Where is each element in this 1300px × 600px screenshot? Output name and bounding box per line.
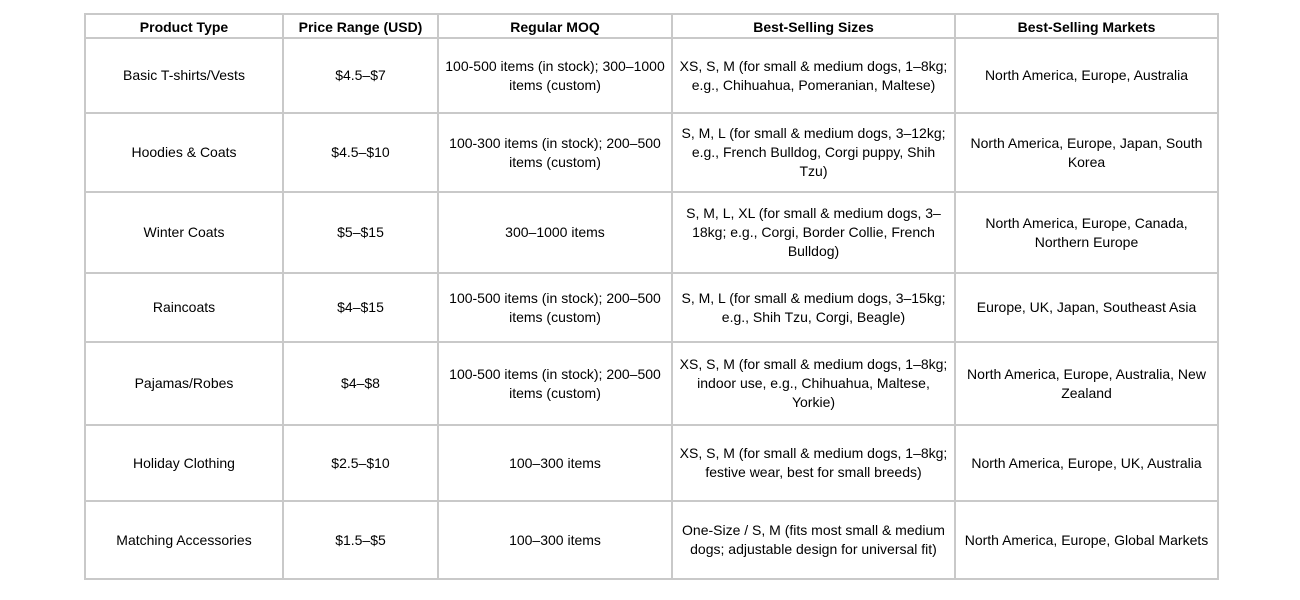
table-row <box>85 38 1218 113</box>
cell-regular-moq: 100–300 items <box>438 501 672 579</box>
cell-price-range: $4.5–$7 <box>283 38 438 113</box>
header-best-selling-markets: Best-Selling Markets <box>955 14 1218 38</box>
cell-best-selling-markets: North America, Europe, Canada, Northern Europe <box>955 192 1218 273</box>
cell-best-selling-sizes: XS, S, M (for small & medium dogs, 1–8kg; indoor use, e.g., Chihuahua, Maltese, Yorkie) <box>672 342 955 425</box>
cell-price-range: $1.5–$5 <box>283 501 438 579</box>
cell-price-range: $4–$8 <box>283 342 438 425</box>
cell-product-type: Pajamas/Robes <box>85 342 283 425</box>
cell-price-range: $4.5–$10 <box>283 113 438 192</box>
table-row <box>85 273 1218 342</box>
header-price-range: Price Range (USD) <box>283 14 438 38</box>
header-regular-moq: Regular MOQ <box>438 14 672 38</box>
cell-best-selling-sizes: XS, S, M (for small & medium dogs, 1–8kg; e.g., Chihuahua, Pomeranian, Maltese) <box>672 38 955 113</box>
table-row <box>85 113 1218 192</box>
cell-best-selling-markets: North America, Europe, UK, Australia <box>955 425 1218 501</box>
cell-regular-moq: 100-500 items (in stock); 200–500 items (custom) <box>438 273 672 342</box>
cell-price-range: $4–$15 <box>283 273 438 342</box>
cell-regular-moq: 100-500 items (in stock); 300–1000 items (custom) <box>438 38 672 113</box>
cell-product-type: Basic T-shirts/Vests <box>85 38 283 113</box>
table-row <box>85 501 1218 579</box>
table-header-row <box>85 14 1218 38</box>
cell-best-selling-sizes: One-Size / S, M (fits most small & medium dogs; adjustable design for universal fit) <box>672 501 955 579</box>
cell-best-selling-markets: North America, Europe, Australia, New Zealand <box>955 342 1218 425</box>
cell-product-type: Raincoats <box>85 273 283 342</box>
cell-regular-moq: 300–1000 items <box>438 192 672 273</box>
product-comparison-table <box>84 13 1219 580</box>
cell-best-selling-sizes: S, M, L (for small & medium dogs, 3–15kg; e.g., Shih Tzu, Corgi, Beagle) <box>672 273 955 342</box>
cell-best-selling-markets: Europe, UK, Japan, Southeast Asia <box>955 273 1218 342</box>
cell-product-type: Winter Coats <box>85 192 283 273</box>
table-row <box>85 192 1218 273</box>
header-best-selling-sizes: Best-Selling Sizes <box>672 14 955 38</box>
cell-regular-moq: 100-300 items (in stock); 200–500 items (custom) <box>438 113 672 192</box>
cell-best-selling-sizes: S, M, L (for small & medium dogs, 3–12kg; e.g., French Bulldog, Corgi puppy, Shih Tzu) <box>672 113 955 192</box>
cell-best-selling-markets: North America, Europe, Australia <box>955 38 1218 113</box>
cell-regular-moq: 100-500 items (in stock); 200–500 items (custom) <box>438 342 672 425</box>
header-product-type: Product Type <box>85 14 283 38</box>
cell-regular-moq: 100–300 items <box>438 425 672 501</box>
cell-best-selling-markets: North America, Europe, Japan, South Korea <box>955 113 1218 192</box>
cell-best-selling-sizes: XS, S, M (for small & medium dogs, 1–8kg; festive wear, best for small breeds) <box>672 425 955 501</box>
cell-product-type: Holiday Clothing <box>85 425 283 501</box>
table-row <box>85 342 1218 425</box>
table-row <box>85 425 1218 501</box>
cell-product-type: Matching Accessories <box>85 501 283 579</box>
cell-product-type: Hoodies & Coats <box>85 113 283 192</box>
cell-price-range: $2.5–$10 <box>283 425 438 501</box>
cell-best-selling-sizes: S, M, L, XL (for small & medium dogs, 3–18kg; e.g., Corgi, Border Collie, French Bulldog) <box>672 192 955 273</box>
cell-price-range: $5–$15 <box>283 192 438 273</box>
cell-best-selling-markets: North America, Europe, Global Markets <box>955 501 1218 579</box>
